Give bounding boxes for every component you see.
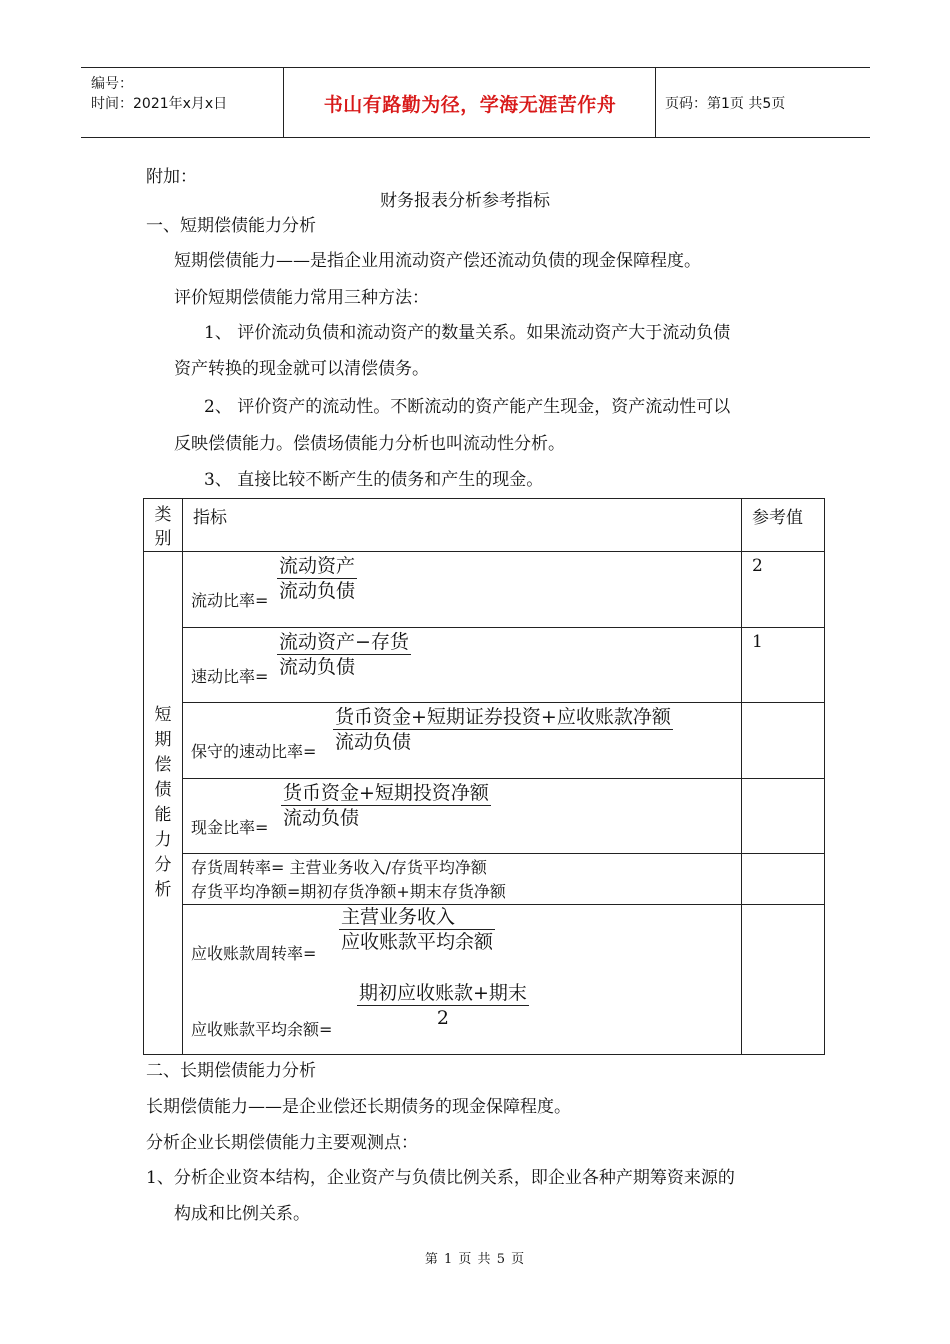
header-motto: 书山有路勤为径，学海无涯苦作舟 xyxy=(323,94,617,116)
fraction: 流动资产−存货 流动负债 xyxy=(279,631,409,678)
formula-line: 存货周转率= 主营业务收入/存货平均净额 xyxy=(191,858,487,877)
list-item: 2、 评价资产的流动性。不断流动的资产能产生现金，资产流动性可以 xyxy=(204,397,731,417)
header-meta xyxy=(91,74,227,114)
list-item-continued: 构成和比例关系。 xyxy=(174,1204,310,1224)
header-divider xyxy=(283,68,284,137)
page-footer: 第 1 页 共 5 页 xyxy=(424,1252,526,1267)
header-reference: 参考值 xyxy=(742,499,825,552)
section-heading: 一、短期偿债能力分析 xyxy=(146,216,316,236)
paragraph: 评价短期偿债能力常用三种方法： xyxy=(174,288,429,308)
header-category: 类 别 xyxy=(144,499,183,552)
time-label: 时间：2021年x月x日 xyxy=(91,96,228,112)
reference-value xyxy=(742,779,825,854)
reference-value: 2 xyxy=(742,552,825,628)
fraction: 货币资金+短期投资净额 流动负债 xyxy=(283,782,489,829)
paragraph: 长期偿债能力——是企业偿还长期债务的现金保障程度。 xyxy=(146,1097,571,1117)
formula-line: 存货平均净额=期初存货净额+期末存货净额 xyxy=(191,882,506,901)
quick-ratio-cell: 流动资产−存货 流动负债 速动比率= xyxy=(183,628,742,703)
paragraph: 短期偿债能力——是指企业用流动资产偿还流动负债的现金保障程度。 xyxy=(174,251,701,271)
fraction: 货币资金+短期证券投资+应收账款净额 流动负债 xyxy=(335,706,671,753)
header-indicator: 指标 xyxy=(183,499,742,552)
reference-value xyxy=(742,905,825,1055)
code-label: 编号： xyxy=(91,76,133,92)
category-cell xyxy=(144,552,183,1055)
conservative-quick-ratio-cell: 货币资金+短期证券投资+应收账款净额 流动负债 保守的速动比率= xyxy=(183,703,742,779)
header-divider xyxy=(655,68,656,137)
list-item: 1、 评价流动负债和流动资产的数量关系。如果流动资产大于流动负债 xyxy=(204,323,731,343)
reference-value xyxy=(742,703,825,779)
list-item-continued: 反映偿债能力。偿债场债能力分析也叫流动性分析。 xyxy=(174,434,565,454)
list-item: 1、分析企业资本结构，企业资产与负债比例关系，即企业各种产期筹资来源的 xyxy=(146,1168,735,1188)
paragraph: 分析企业长期偿债能力主要观测点： xyxy=(146,1133,418,1153)
reference-value xyxy=(742,854,825,905)
fraction: 期初应收账款+期末 2 xyxy=(359,982,527,1029)
list-item-continued: 资产转换的现金就可以清偿债务。 xyxy=(174,359,429,379)
appendix-label: 附加： xyxy=(146,167,197,187)
page-label: 页码：第1页 共5页 xyxy=(665,96,786,112)
document-header xyxy=(81,67,870,138)
category-label: 短 期 偿 债 能 力 分 析 xyxy=(154,705,172,900)
fraction: 主营业务收入 应收账款平均余额 xyxy=(341,906,494,953)
fraction: 流动资产 流动负债 xyxy=(279,555,356,602)
cash-ratio-cell: 货币资金+短期投资净额 流动负债 现金比率= xyxy=(183,779,742,854)
list-item: 3、 直接比较不断产生的债务和产生的现金。 xyxy=(204,470,544,490)
indicator-table xyxy=(143,498,825,1055)
current-ratio-cell: 流动资产 流动负债 流动比率= xyxy=(183,552,742,628)
section-heading: 二、长期偿债能力分析 xyxy=(146,1061,316,1081)
reference-value: 1 xyxy=(742,628,825,703)
document-title: 财务报表分析参考指标 xyxy=(380,191,550,211)
receivable-turnover-cell: 主营业务收入 应收账款平均余额 应收账款周转率= 期初应收账款+期末 2 应收账款平均余额= xyxy=(183,905,742,1055)
inventory-turnover-cell xyxy=(183,854,742,905)
